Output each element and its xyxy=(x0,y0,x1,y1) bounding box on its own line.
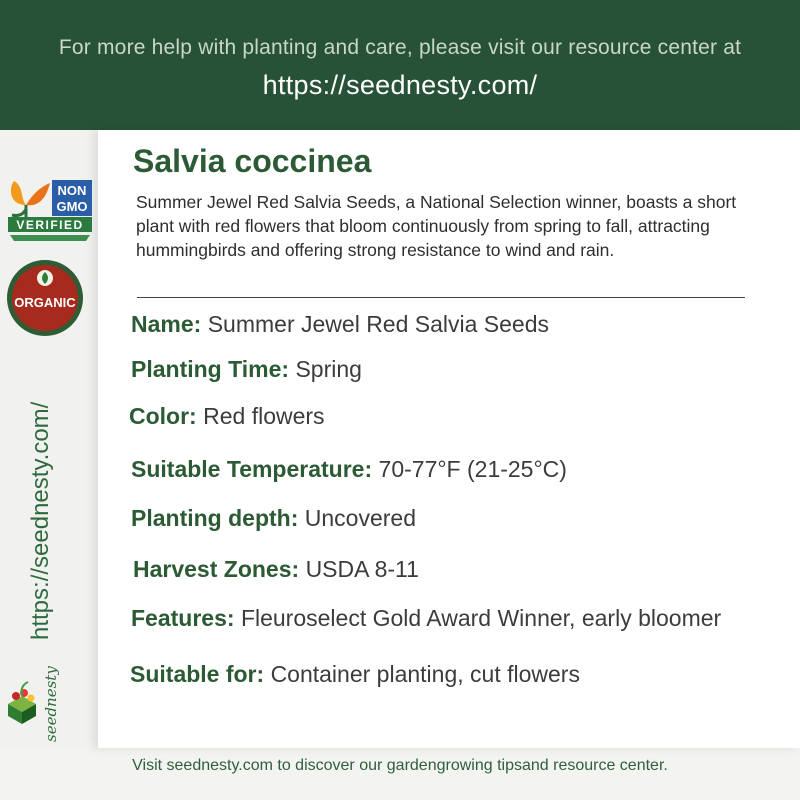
detail-value: Fleuroselect Gold Award Winner, early bloomer xyxy=(240,605,722,631)
detail-row-suitable-for xyxy=(130,661,580,688)
divider xyxy=(137,297,745,298)
top-banner xyxy=(0,0,800,130)
badge-ribbon xyxy=(10,235,90,241)
detail-value: Container planting, cut flowers xyxy=(270,661,580,687)
product-title: Salvia coccinea xyxy=(133,143,372,179)
detail-label: Features: xyxy=(131,605,235,631)
organic-text: ORGANIC xyxy=(14,295,76,310)
detail-row-features xyxy=(131,605,721,632)
banner-help-text: For more help with planting and care, please visit our resource center at xyxy=(58,36,742,59)
nongmo-text-mid: GMO xyxy=(56,199,88,214)
verified-text: VERIFIED xyxy=(16,218,84,232)
organic-badge xyxy=(5,258,85,338)
product-description: Summer Jewel Red Salvia Seeds, a National Selection winner, boasts a short plant with red flowers that bloom continuously from spring to fall, attracting hummingbirds and offering strong resistance to wind and rain. xyxy=(136,192,737,260)
butterfly-icon xyxy=(11,181,50,221)
detail-row-harvest-zones xyxy=(133,556,419,583)
footer-note: Visit seednesty.com to discover our gardengrowing tipsand resource center. xyxy=(132,757,668,774)
detail-value: 70-77°F (21-25°C) xyxy=(378,456,567,482)
detail-row-planting-depth xyxy=(131,505,416,532)
detail-value: Summer Jewel Red Salvia Seeds xyxy=(207,311,550,337)
detail-label: Planting Time: xyxy=(131,356,290,382)
detail-value: USDA 8-11 xyxy=(305,556,419,582)
nongmo-text-top: NON xyxy=(57,183,87,198)
seednesty-logo-icon xyxy=(2,660,72,748)
detail-label: Name: xyxy=(131,311,202,337)
vertical-site-url[interactable]: https://seednesty.com/ xyxy=(27,401,54,640)
detail-label: Suitable for: xyxy=(130,661,265,687)
brand-wordmark: seednesty xyxy=(42,666,60,742)
detail-label: Planting depth: xyxy=(131,505,299,531)
detail-row-temperature xyxy=(131,456,567,483)
non-gmo-verified-badge xyxy=(6,175,94,243)
detail-row-color xyxy=(129,403,325,430)
detail-row-planting-time xyxy=(131,356,362,383)
detail-value: Spring xyxy=(295,356,362,382)
detail-label: Harvest Zones: xyxy=(133,556,300,582)
banner-url[interactable]: https://seednesty.com/ xyxy=(262,70,538,100)
detail-label: Suitable Temperature: xyxy=(131,456,373,482)
leaf-icon xyxy=(37,270,53,286)
detail-value: Uncovered xyxy=(304,505,416,531)
detail-label: Color: xyxy=(129,403,197,429)
detail-row-name xyxy=(131,311,549,338)
detail-value: Red flowers xyxy=(203,403,325,429)
